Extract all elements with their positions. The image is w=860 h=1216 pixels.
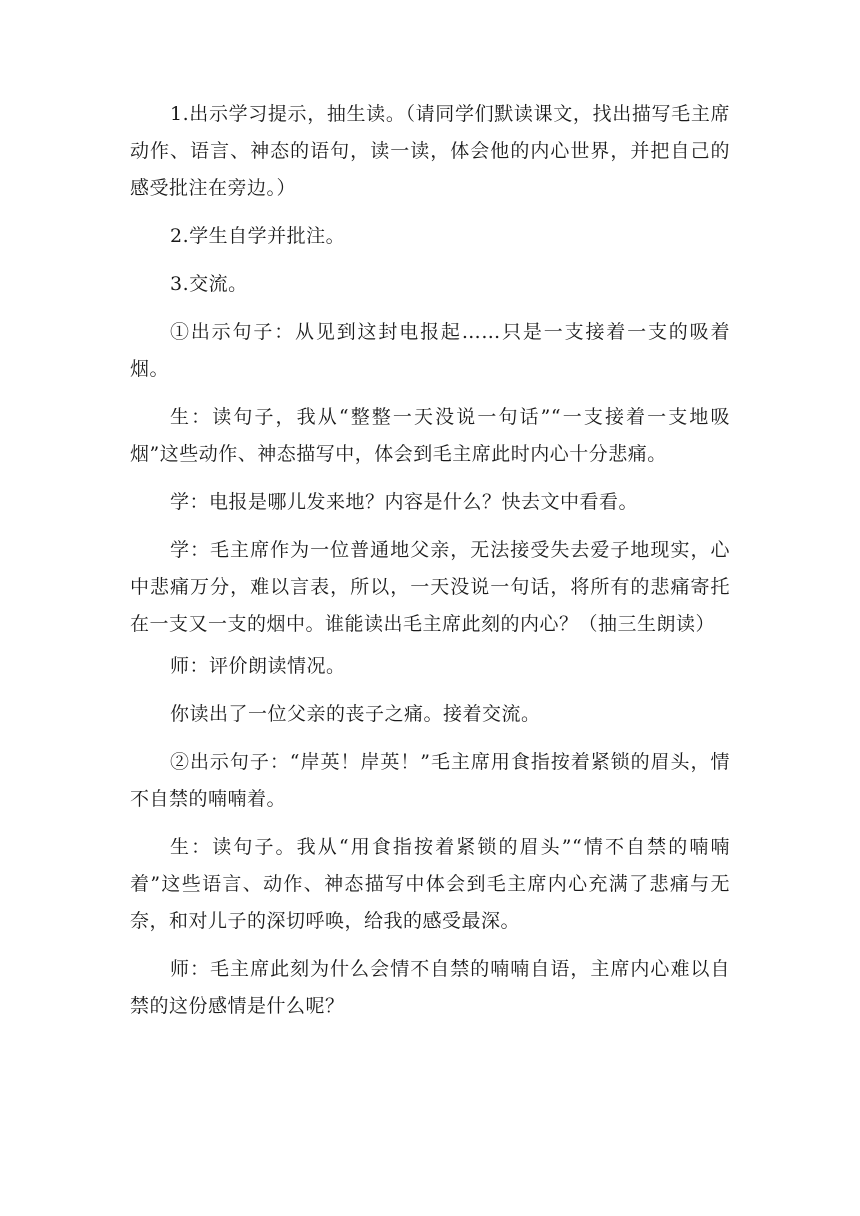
paragraph-teacher-question: 师：毛主席此刻为什么会情不自禁的喃喃自语，主席内心难以自禁的这份感情是什么呢？ xyxy=(130,958,730,1017)
paragraph-learning-prompt: 1.出示学习提示，抽生读。（请同学们默读课文，找出描写毛主席动作、语言、神态的语句，读一读，体会他的内心世界，并把自己的感受批注在旁边。） xyxy=(130,103,730,199)
paragraph-sentence-two: ②出示句子：“岸英！岸英！”毛主席用食指按着紧锁的眉头，情不自禁的喃喃着。 xyxy=(130,751,730,810)
paragraph-telegram-question: 学：电报是哪儿发来地？内容是什么？快去文中看看。 xyxy=(170,491,639,513)
paragraph-sentence-one: ①出示句子：从见到这封电报起……只是一支接着一支的吸着烟。 xyxy=(130,321,730,380)
paragraph-teacher-evaluation: 师：评价朗读情况。 xyxy=(170,655,346,677)
paragraph-self-study: 2.学生自学并批注。 xyxy=(170,225,346,247)
paragraph-exchange: 3.交流。 xyxy=(170,273,248,295)
paragraph-father-grief: 学：毛主席作为一位普通地父亲，无法接受失去爱子地现实，心中悲痛万分，难以言表，所以，一天没说一句话，将所有的悲痛寄托在一支又一支的烟中。谁能读出毛主席此刻的内心？（抽三生朗读） xyxy=(130,539,730,635)
paragraph-student-reading-two: 生：读句子。我从“用食指按着紧锁的眉头”“情不自禁的喃喃着”这些语言、动作、神态描写中体会到毛主席内心充满了悲痛与无奈，和对儿子的深切呼唤，给我的感受最深。 xyxy=(130,836,730,932)
paragraph-continue-exchange: 你读出了一位父亲的丧子之痛。接着交流。 xyxy=(170,703,541,725)
document-body xyxy=(130,96,730,1036)
paragraph-student-reading-one: 生：读句子，我从“整整一天没说一句话”“一支接着一支地吸烟”这些动作、神态描写中，体会到毛主席此时内心十分悲痛。 xyxy=(130,406,730,465)
